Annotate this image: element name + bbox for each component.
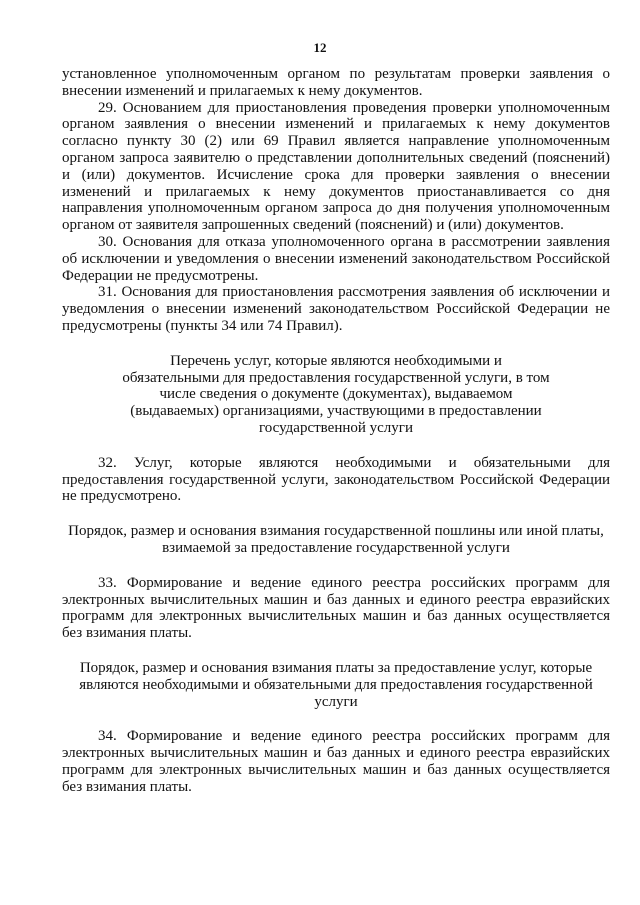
- paragraph-32: 32. Услуг, которые являются необходимыми и обязательными для предоставления государственной услуги, законодательством Российской Федерации не предусмотрено.: [62, 454, 610, 505]
- page-number: 12: [313, 40, 327, 55]
- paragraph-continuation: установленное уполномоченным органом по результатам проверки заявления о внесении изменений и прилагаемых к нему документов.: [62, 66, 610, 99]
- section-heading-services-list: Перечень услуг, которые являются необходимыми и обязательными для предоставления государственной услуги, в том числе сведения о документе (документах), выдаваемом (выдаваемых) организациями, участвующими в предоставлении государственной услуги: [122, 352, 550, 436]
- paragraph-31: 31. Основания для приостановления рассмотрения заявления об исключении и уведомления о внесении изменений законодательством Российской Федерации не предусмотрены (пункты 34 или 74 Правил).: [62, 284, 610, 334]
- document-body: [62, 66, 610, 795]
- paragraph-29: 29. Основанием для приостановления проведения проверки уполномоченным органом заявления о внесении изменений и прилагаемых к нему документов согласно пункту 30 (2) или 69 Правил является направление уполномоченным органом запроса заявителю о представлении дополнительных сведений (пояснений) и (или) документов. Исчисление срока для проверки заявления о внесении изменений и прилагаемых к нему документов приостанавливается со дня направления уполномоченным органом запроса до дня получения уполномоченным органом от заявителя запрошенных сведений (пояснений) и (или) документов.: [62, 99, 610, 234]
- section-heading-state-fee: Порядок, размер и основания взимания государственной пошлины или иной платы, взимаемой за предоставление государственной услуги: [68, 523, 604, 556]
- paragraph-34: 34. Формирование и ведение единого реестра российских программ для электронных вычислительных машин и баз данных и единого реестра евразийских программ для электронных вычислительных машин и баз данных осуществляется без взимания платы.: [62, 728, 610, 795]
- section-heading-service-fee: Порядок, размер и основания взимания платы за предоставление услуг, которые являются необходимыми и обязательными для предоставления государственной услуги: [79, 659, 593, 710]
- paragraph-33: 33. Формирование и ведение единого реестра российских программ для электронных вычислительных машин и баз данных и единого реестра евразийских программ для электронных вычислительных машин и баз данных осуществляется без взимания платы.: [62, 574, 610, 642]
- paragraph-30: 30. Основания для отказа уполномоченного органа в рассмотрении заявления об исключении и уведомления о внесении изменений законодательством Российской Федерации не предусмотрены.: [62, 233, 610, 284]
